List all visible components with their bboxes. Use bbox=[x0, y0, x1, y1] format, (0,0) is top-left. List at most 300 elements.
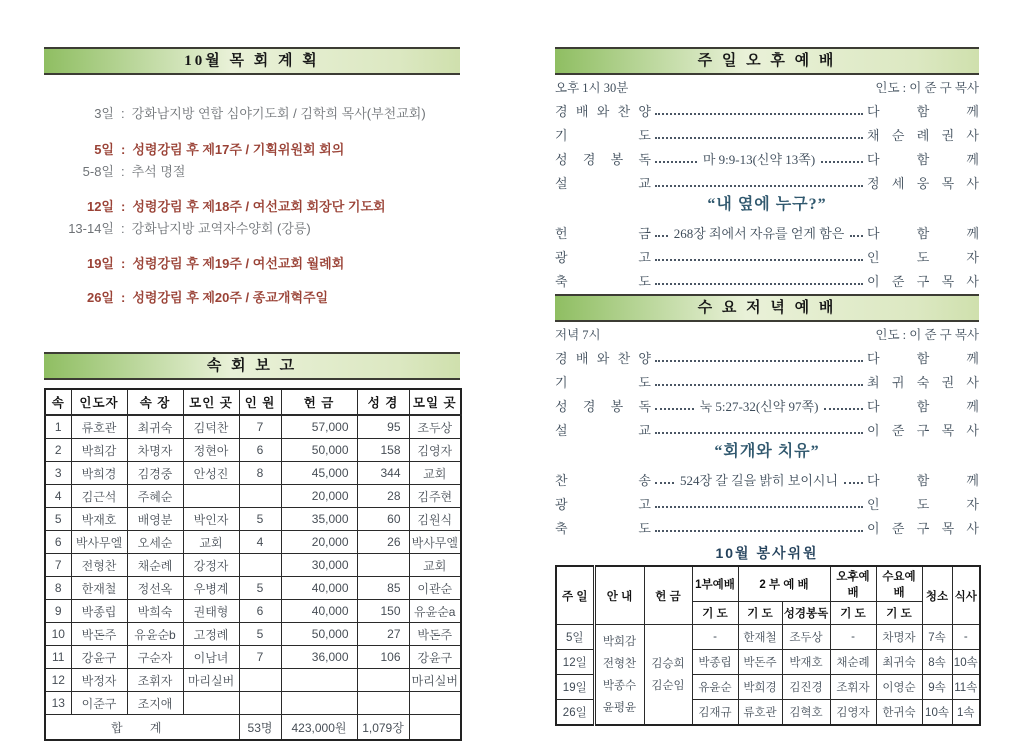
service-leader: 인도 : 이 준 구 목사 bbox=[875, 328, 979, 342]
dotted-leader bbox=[655, 259, 863, 261]
report-cell-attendance: 4 bbox=[239, 531, 281, 554]
report-header-cell: 속 장 bbox=[127, 389, 183, 415]
worship-line bbox=[555, 96, 979, 120]
scripture-reference: 마 9:9-13(신약 13쪽) bbox=[702, 152, 816, 167]
report-cell-offering bbox=[281, 692, 357, 715]
duty-second-prayer: 한재철 bbox=[738, 625, 782, 650]
report-cell-bible: 95 bbox=[357, 415, 409, 439]
report-row bbox=[45, 692, 461, 715]
report-total-bible: 1,079장 bbox=[357, 715, 409, 741]
report-cell-met-at: 박인자 bbox=[183, 508, 239, 531]
duty-greeter: 윤평윤 bbox=[602, 701, 637, 714]
report-cell-head: 조지애 bbox=[127, 692, 183, 715]
duty-day: 19일 bbox=[556, 675, 594, 700]
right-column bbox=[555, 47, 979, 726]
worship-item-assignee: 다 함 께 bbox=[867, 226, 980, 241]
duty-header-first-service: 1부예배 bbox=[692, 566, 738, 602]
worship-item-label: 설 교 bbox=[555, 423, 651, 438]
duty-header-cleaning: 청소 bbox=[922, 566, 952, 625]
report-cell-next-place: 교회 bbox=[409, 462, 461, 485]
worship-line bbox=[555, 465, 979, 489]
duty-meal: 11속 bbox=[952, 675, 980, 700]
report-cell-offering: 36,000 bbox=[281, 646, 357, 669]
report-cell-head: 김경중 bbox=[127, 462, 183, 485]
plan-item-separator: : bbox=[121, 199, 126, 214]
duty-day: 5일 bbox=[556, 625, 594, 650]
plan-item-text: 성령강림 후 제18주 / 여선교회 회장단 기도회 bbox=[132, 199, 386, 214]
duty-meal: 1속 bbox=[952, 700, 980, 726]
sunday-sermon-title: “내 옆에 누구?” bbox=[707, 196, 827, 213]
report-row bbox=[45, 508, 461, 531]
report-header-cell: 인 원 bbox=[239, 389, 281, 415]
report-cell-attendance bbox=[239, 669, 281, 692]
duty-second-prayer: 류호관 bbox=[738, 700, 782, 726]
plan-item-text: 강화남지방 교역자수양회 (강릉) bbox=[131, 221, 311, 236]
duty-first-prayer: 유윤순 bbox=[692, 675, 738, 700]
duty-cleaning: 8속 bbox=[922, 650, 952, 675]
plan-item-date: 5-8일 bbox=[82, 164, 114, 179]
worship-item-label: 경 배 와 찬 양 bbox=[555, 351, 651, 366]
plan-item-date: 13-14일 bbox=[68, 221, 114, 236]
report-cell-no: 4 bbox=[45, 485, 71, 508]
plan-item-date: 19일 bbox=[86, 256, 114, 271]
plan-item-separator: : bbox=[121, 290, 126, 305]
dotted-leader bbox=[655, 432, 863, 434]
report-cell-leader: 강윤구 bbox=[71, 646, 127, 669]
plan-item-separator: : bbox=[121, 106, 125, 121]
report-cell-no: 9 bbox=[45, 600, 71, 623]
report-cell-bible: 85 bbox=[357, 577, 409, 600]
dotted-leader bbox=[655, 235, 668, 237]
report-cell-next-place bbox=[409, 692, 461, 715]
report-cell-bible bbox=[357, 692, 409, 715]
plan-item bbox=[44, 218, 460, 240]
dotted-leader bbox=[844, 482, 863, 484]
report-total-people: 53명 bbox=[239, 715, 281, 741]
duty-first-prayer: 박종립 bbox=[692, 650, 738, 675]
report-cell-leader: 박재호 bbox=[71, 508, 127, 531]
report-cell-bible: 27 bbox=[357, 623, 409, 646]
worship-item-label: 기 도 bbox=[555, 375, 651, 390]
report-cell-no: 7 bbox=[45, 554, 71, 577]
dotted-leader bbox=[655, 161, 697, 163]
hymn-reference: 524장 갈 길을 밝히 보이시니 bbox=[679, 473, 839, 488]
plan-item-date: 3일 bbox=[94, 106, 114, 121]
report-cell-bible: 150 bbox=[357, 600, 409, 623]
report-cell-attendance: 5 bbox=[239, 623, 281, 646]
wednesday-service-info bbox=[555, 325, 979, 343]
report-cell-no: 13 bbox=[45, 692, 71, 715]
report-cell-no: 10 bbox=[45, 623, 71, 646]
plan-item bbox=[44, 253, 460, 275]
report-header-cell: 인도자 bbox=[71, 389, 127, 415]
report-cell-attendance: 6 bbox=[239, 439, 281, 462]
report-cell-bible: 106 bbox=[357, 646, 409, 669]
report-cell-next-place: 유윤순a bbox=[409, 600, 461, 623]
cell-group-report-table bbox=[44, 388, 462, 741]
duty-second-reading: 조두상 bbox=[782, 625, 830, 650]
duty-greeters-cell bbox=[594, 625, 644, 726]
worship-item-label: 광 고 bbox=[555, 250, 651, 265]
report-cell-met-at: 이남녀 bbox=[183, 646, 239, 669]
wednesday-service-band bbox=[555, 294, 979, 322]
report-total-row bbox=[45, 715, 461, 741]
report-header-cell: 속 bbox=[45, 389, 71, 415]
worship-line bbox=[555, 266, 979, 290]
report-row bbox=[45, 669, 461, 692]
report-cell-head: 오세순 bbox=[127, 531, 183, 554]
report-cell-leader: 류호관 bbox=[71, 415, 127, 439]
worship-line bbox=[555, 218, 979, 242]
report-cell-offering: 57,000 bbox=[281, 415, 357, 439]
wednesday-service-title: 수 요 저 녁 예 배 bbox=[697, 300, 837, 316]
report-row bbox=[45, 531, 461, 554]
worship-item-label: 광 고 bbox=[555, 497, 651, 512]
report-header-cell: 모인 곳 bbox=[183, 389, 239, 415]
report-header-cell: 성 경 bbox=[357, 389, 409, 415]
plan-item bbox=[44, 161, 460, 183]
report-cell-met-at bbox=[183, 485, 239, 508]
report-row bbox=[45, 415, 461, 439]
plan-item-date: 26일 bbox=[86, 290, 114, 305]
report-cell-attendance bbox=[239, 554, 281, 577]
report-cell-offering: 20,000 bbox=[281, 485, 357, 508]
report-cell-bible: 344 bbox=[357, 462, 409, 485]
dotted-leader bbox=[655, 137, 863, 139]
report-cell-head: 유윤순b bbox=[127, 623, 183, 646]
duty-subheader-reading: 성경봉독 bbox=[782, 602, 830, 625]
worship-line bbox=[555, 168, 979, 192]
duty-second-prayer: 박돈주 bbox=[738, 650, 782, 675]
dotted-leader bbox=[824, 408, 863, 410]
report-cell-attendance: 7 bbox=[239, 646, 281, 669]
left-column bbox=[44, 47, 460, 741]
duty-second-reading: 박재호 bbox=[782, 650, 830, 675]
scripture-reference: 눅 5:27-32(신약 97쪽) bbox=[699, 399, 819, 414]
report-row bbox=[45, 646, 461, 669]
worship-line bbox=[555, 144, 979, 168]
report-cell-offering: 50,000 bbox=[281, 439, 357, 462]
worship-item-label: 헌 금 bbox=[555, 226, 651, 241]
report-cell-no: 1 bbox=[45, 415, 71, 439]
duty-header-offering: 헌 금 bbox=[644, 566, 692, 625]
duty-second-prayer: 박희경 bbox=[738, 675, 782, 700]
worship-item-assignee: 이 준 구 목 사 bbox=[867, 521, 979, 536]
plan-item-separator: : bbox=[121, 164, 125, 179]
report-header-cell: 모일 곳 bbox=[409, 389, 461, 415]
report-row bbox=[45, 462, 461, 485]
report-cell-met-at: 마리실버 bbox=[183, 669, 239, 692]
duty-roster-table bbox=[555, 565, 981, 726]
report-cell-no: 5 bbox=[45, 508, 71, 531]
dotted-leader bbox=[850, 235, 863, 237]
duty-afternoon-prayer: 김영자 bbox=[830, 700, 876, 726]
dotted-leader bbox=[655, 530, 863, 532]
report-cell-head: 최귀숙 bbox=[127, 415, 183, 439]
duty-day: 12일 bbox=[556, 650, 594, 675]
dotted-leader bbox=[821, 161, 863, 163]
duty-wednesday-prayer: 이영순 bbox=[876, 675, 922, 700]
service-time: 오후 1시 30분 bbox=[555, 81, 629, 95]
report-cell-offering: 35,000 bbox=[281, 508, 357, 531]
service-time: 저녁 7시 bbox=[555, 328, 601, 342]
duty-header-afternoon-service: 오후예배 bbox=[830, 566, 876, 602]
plan-item-date: 12일 bbox=[86, 199, 114, 214]
report-cell-met-at: 고정례 bbox=[183, 623, 239, 646]
worship-line bbox=[555, 242, 979, 266]
duty-offering-collector: 김승희 bbox=[651, 657, 685, 670]
sunday-service-title: 주 일 오 후 예 배 bbox=[697, 53, 837, 69]
report-cell-no: 12 bbox=[45, 669, 71, 692]
plan-item bbox=[44, 287, 460, 309]
report-cell-offering: 40,000 bbox=[281, 577, 357, 600]
report-row bbox=[45, 600, 461, 623]
report-total-label: 합 계 bbox=[45, 715, 239, 741]
worship-line bbox=[555, 513, 979, 537]
duty-header-greeting: 안 내 bbox=[594, 566, 644, 625]
report-cell-attendance: 5 bbox=[239, 577, 281, 600]
report-total-place bbox=[409, 715, 461, 741]
worship-line bbox=[555, 489, 979, 513]
worship-line bbox=[555, 415, 979, 439]
worship-item-assignee: 이 준 구 목 사 bbox=[867, 423, 979, 438]
duty-meal: - bbox=[952, 625, 980, 650]
report-cell-leader: 박희감 bbox=[71, 439, 127, 462]
report-cell-met-at: 강정자 bbox=[183, 554, 239, 577]
report-cell-leader: 김근석 bbox=[71, 485, 127, 508]
duty-roster-title: 10월 봉사위원 bbox=[715, 545, 819, 561]
duty-afternoon-prayer: 조휘자 bbox=[830, 675, 876, 700]
report-cell-bible: 26 bbox=[357, 531, 409, 554]
report-title-band bbox=[44, 352, 460, 380]
report-cell-bible: 60 bbox=[357, 508, 409, 531]
report-cell-offering: 30,000 bbox=[281, 554, 357, 577]
worship-item-assignee: 이 준 구 목 사 bbox=[867, 274, 979, 289]
report-cell-head: 정선옥 bbox=[127, 577, 183, 600]
duty-offering-cell bbox=[644, 625, 692, 726]
duty-wednesday-prayer: 최귀숙 bbox=[876, 650, 922, 675]
worship-item-label: 축 도 bbox=[555, 274, 651, 289]
report-cell-next-place: 박사무엘 bbox=[409, 531, 461, 554]
report-row bbox=[45, 623, 461, 646]
report-cell-attendance bbox=[239, 692, 281, 715]
plan-item-date: 5일 bbox=[94, 142, 114, 157]
report-cell-next-place: 강윤구 bbox=[409, 646, 461, 669]
report-cell-offering: 20,000 bbox=[281, 531, 357, 554]
report-title: 속 회 보 고 bbox=[206, 358, 298, 374]
service-leader: 인도 : 이 준 구 목사 bbox=[875, 81, 979, 95]
dotted-leader bbox=[655, 283, 863, 285]
duty-wednesday-prayer: 한귀숙 bbox=[876, 700, 922, 726]
duty-header-second-service: 2 부 예 배 bbox=[738, 566, 830, 602]
duty-header-meal: 식사 bbox=[952, 566, 980, 625]
worship-item-label: 기 도 bbox=[555, 128, 651, 143]
report-cell-bible: 28 bbox=[357, 485, 409, 508]
worship-line bbox=[555, 367, 979, 391]
plan-item-separator: : bbox=[121, 142, 126, 157]
plan-item-text: 강화남지방 연합 심야기도회 / 김학희 목사(부천교회) bbox=[131, 106, 426, 121]
report-cell-met-at: 우병계 bbox=[183, 577, 239, 600]
worship-item-label: 경 배 와 찬 양 bbox=[555, 104, 651, 119]
plan-item-text: 추석 명절 bbox=[131, 164, 186, 179]
report-cell-leader: 박돈주 bbox=[71, 623, 127, 646]
report-row bbox=[45, 577, 461, 600]
report-cell-leader: 박종립 bbox=[71, 600, 127, 623]
duty-afternoon-prayer: - bbox=[830, 625, 876, 650]
duty-subheader-prayer: 기 도 bbox=[876, 602, 922, 625]
duty-second-reading: 김진경 bbox=[782, 675, 830, 700]
duty-offering-collector: 김순임 bbox=[651, 679, 685, 692]
dotted-leader bbox=[655, 408, 694, 410]
dotted-leader bbox=[655, 384, 863, 386]
report-cell-offering bbox=[281, 669, 357, 692]
worship-line bbox=[555, 120, 979, 144]
report-cell-leader: 이준구 bbox=[71, 692, 127, 715]
report-cell-no: 3 bbox=[45, 462, 71, 485]
plan-item-text: 성령강림 후 제19주 / 여선교회 월례회 bbox=[132, 256, 345, 271]
report-cell-attendance bbox=[239, 485, 281, 508]
plan-item-text: 성령강림 후 제17주 / 기획위원회 회의 bbox=[132, 142, 345, 157]
worship-item-assignee: 인 도 자 bbox=[867, 250, 979, 265]
report-cell-attendance: 7 bbox=[239, 415, 281, 439]
worship-item-label: 축 도 bbox=[555, 521, 651, 536]
plan-list bbox=[44, 103, 460, 309]
report-cell-bible bbox=[357, 669, 409, 692]
report-cell-next-place: 김주현 bbox=[409, 485, 461, 508]
duty-subheader-prayer: 기 도 bbox=[830, 602, 876, 625]
sunday-service-band bbox=[555, 47, 979, 75]
report-header-cell: 헌 금 bbox=[281, 389, 357, 415]
worship-item-assignee: 최 귀 숙 권 사 bbox=[867, 375, 979, 390]
report-cell-leader: 박희경 bbox=[71, 462, 127, 485]
plan-title-band bbox=[44, 47, 460, 75]
duty-subheader-prayer: 기 도 bbox=[738, 602, 782, 625]
report-total-offering: 423,000원 bbox=[281, 715, 357, 741]
duty-row bbox=[556, 625, 980, 650]
duty-header-row bbox=[556, 566, 980, 602]
worship-item-label: 설 교 bbox=[555, 176, 651, 191]
report-row bbox=[45, 439, 461, 462]
report-cell-next-place: 김원식 bbox=[409, 508, 461, 531]
worship-item-assignee: 다 함 께 bbox=[867, 351, 979, 366]
worship-line bbox=[555, 343, 979, 367]
worship-item-label: 성 경 봉 독 bbox=[555, 399, 651, 414]
report-cell-met-at bbox=[183, 692, 239, 715]
duty-meal: 10속 bbox=[952, 650, 980, 675]
report-cell-attendance: 8 bbox=[239, 462, 281, 485]
duty-day: 26일 bbox=[556, 700, 594, 726]
worship-item-label: 성 경 봉 독 bbox=[555, 152, 651, 167]
plan-title: 10월 목 회 계 획 bbox=[184, 53, 320, 69]
duty-cleaning: 7속 bbox=[922, 625, 952, 650]
report-cell-head: 박희숙 bbox=[127, 600, 183, 623]
duty-greeter: 박희감 bbox=[602, 635, 637, 648]
duty-first-prayer: 김재규 bbox=[692, 700, 738, 726]
report-cell-head: 배영분 bbox=[127, 508, 183, 531]
plan-item-text: 성령강림 후 제20주 / 종교개혁주일 bbox=[132, 290, 329, 305]
duty-cleaning: 10속 bbox=[922, 700, 952, 726]
duty-first-prayer: - bbox=[692, 625, 738, 650]
worship-item-label: 찬 송 bbox=[555, 473, 651, 488]
report-cell-next-place: 박돈주 bbox=[409, 623, 461, 646]
plan-item-separator: : bbox=[121, 221, 125, 236]
duty-greeter: 전형찬 bbox=[602, 657, 637, 670]
report-header-row bbox=[45, 389, 461, 415]
report-row bbox=[45, 554, 461, 577]
report-cell-head: 차명자 bbox=[127, 439, 183, 462]
report-cell-attendance: 5 bbox=[239, 508, 281, 531]
duty-second-reading: 김혁호 bbox=[782, 700, 830, 726]
wednesday-sermon-title: “회개와 치유” bbox=[714, 443, 820, 460]
worship-item-assignee: 채 순 례 권 사 bbox=[867, 128, 979, 143]
dotted-leader bbox=[655, 185, 863, 187]
plan-item bbox=[44, 139, 460, 161]
report-cell-leader: 한재철 bbox=[71, 577, 127, 600]
duty-greeter: 박종수 bbox=[602, 679, 637, 692]
report-cell-no: 2 bbox=[45, 439, 71, 462]
duty-header-day: 주 일 bbox=[556, 566, 594, 625]
duty-wednesday-prayer: 차명자 bbox=[876, 625, 922, 650]
worship-item-assignee: 다 함 께 bbox=[867, 104, 979, 119]
worship-item-assignee: 다 함 께 bbox=[867, 152, 979, 167]
duty-header-wednesday-service: 수요예배 bbox=[876, 566, 922, 602]
duty-subheader-prayer: 기 도 bbox=[692, 602, 738, 625]
report-cell-offering: 40,000 bbox=[281, 600, 357, 623]
dotted-leader bbox=[655, 360, 863, 362]
dotted-leader bbox=[655, 506, 863, 508]
plan-item bbox=[44, 103, 460, 125]
report-cell-leader: 박정자 bbox=[71, 669, 127, 692]
dotted-leader bbox=[655, 482, 674, 484]
report-cell-head: 구순자 bbox=[127, 646, 183, 669]
worship-item-assignee: 인 도 자 bbox=[867, 497, 979, 512]
dotted-leader bbox=[655, 113, 863, 115]
plan-item bbox=[44, 196, 460, 218]
report-cell-leader: 박사무엘 bbox=[71, 531, 127, 554]
report-cell-no: 6 bbox=[45, 531, 71, 554]
plan-item-separator: : bbox=[121, 256, 126, 271]
report-cell-next-place: 마리실버 bbox=[409, 669, 461, 692]
report-cell-next-place: 김영자 bbox=[409, 439, 461, 462]
report-cell-bible: 158 bbox=[357, 439, 409, 462]
worship-item-assignee: 다 함 께 bbox=[867, 473, 979, 488]
report-cell-met-at: 권태형 bbox=[183, 600, 239, 623]
report-cell-offering: 50,000 bbox=[281, 623, 357, 646]
report-cell-head: 채순례 bbox=[127, 554, 183, 577]
report-cell-no: 8 bbox=[45, 577, 71, 600]
report-cell-offering: 45,000 bbox=[281, 462, 357, 485]
report-cell-head: 조휘자 bbox=[127, 669, 183, 692]
hymn-reference: 268장 죄에서 자유를 얻게 함은 bbox=[673, 226, 845, 241]
duty-cleaning: 9속 bbox=[922, 675, 952, 700]
report-row bbox=[45, 485, 461, 508]
worship-line bbox=[555, 391, 979, 415]
worship-item-assignee: 정 세 웅 목 사 bbox=[867, 176, 979, 191]
report-cell-leader: 전형찬 bbox=[71, 554, 127, 577]
sunday-service-info bbox=[555, 78, 979, 96]
report-cell-met-at: 안성진 bbox=[183, 462, 239, 485]
report-cell-next-place: 교회 bbox=[409, 554, 461, 577]
report-cell-met-at: 김덕찬 bbox=[183, 415, 239, 439]
worship-item-assignee: 다 함 께 bbox=[867, 399, 979, 414]
report-cell-attendance: 6 bbox=[239, 600, 281, 623]
report-cell-next-place: 이관순 bbox=[409, 577, 461, 600]
report-cell-next-place: 조두상 bbox=[409, 415, 461, 439]
report-cell-bible bbox=[357, 554, 409, 577]
report-cell-met-at: 정현아 bbox=[183, 439, 239, 462]
report-cell-no: 11 bbox=[45, 646, 71, 669]
report-cell-head: 주혜순 bbox=[127, 485, 183, 508]
